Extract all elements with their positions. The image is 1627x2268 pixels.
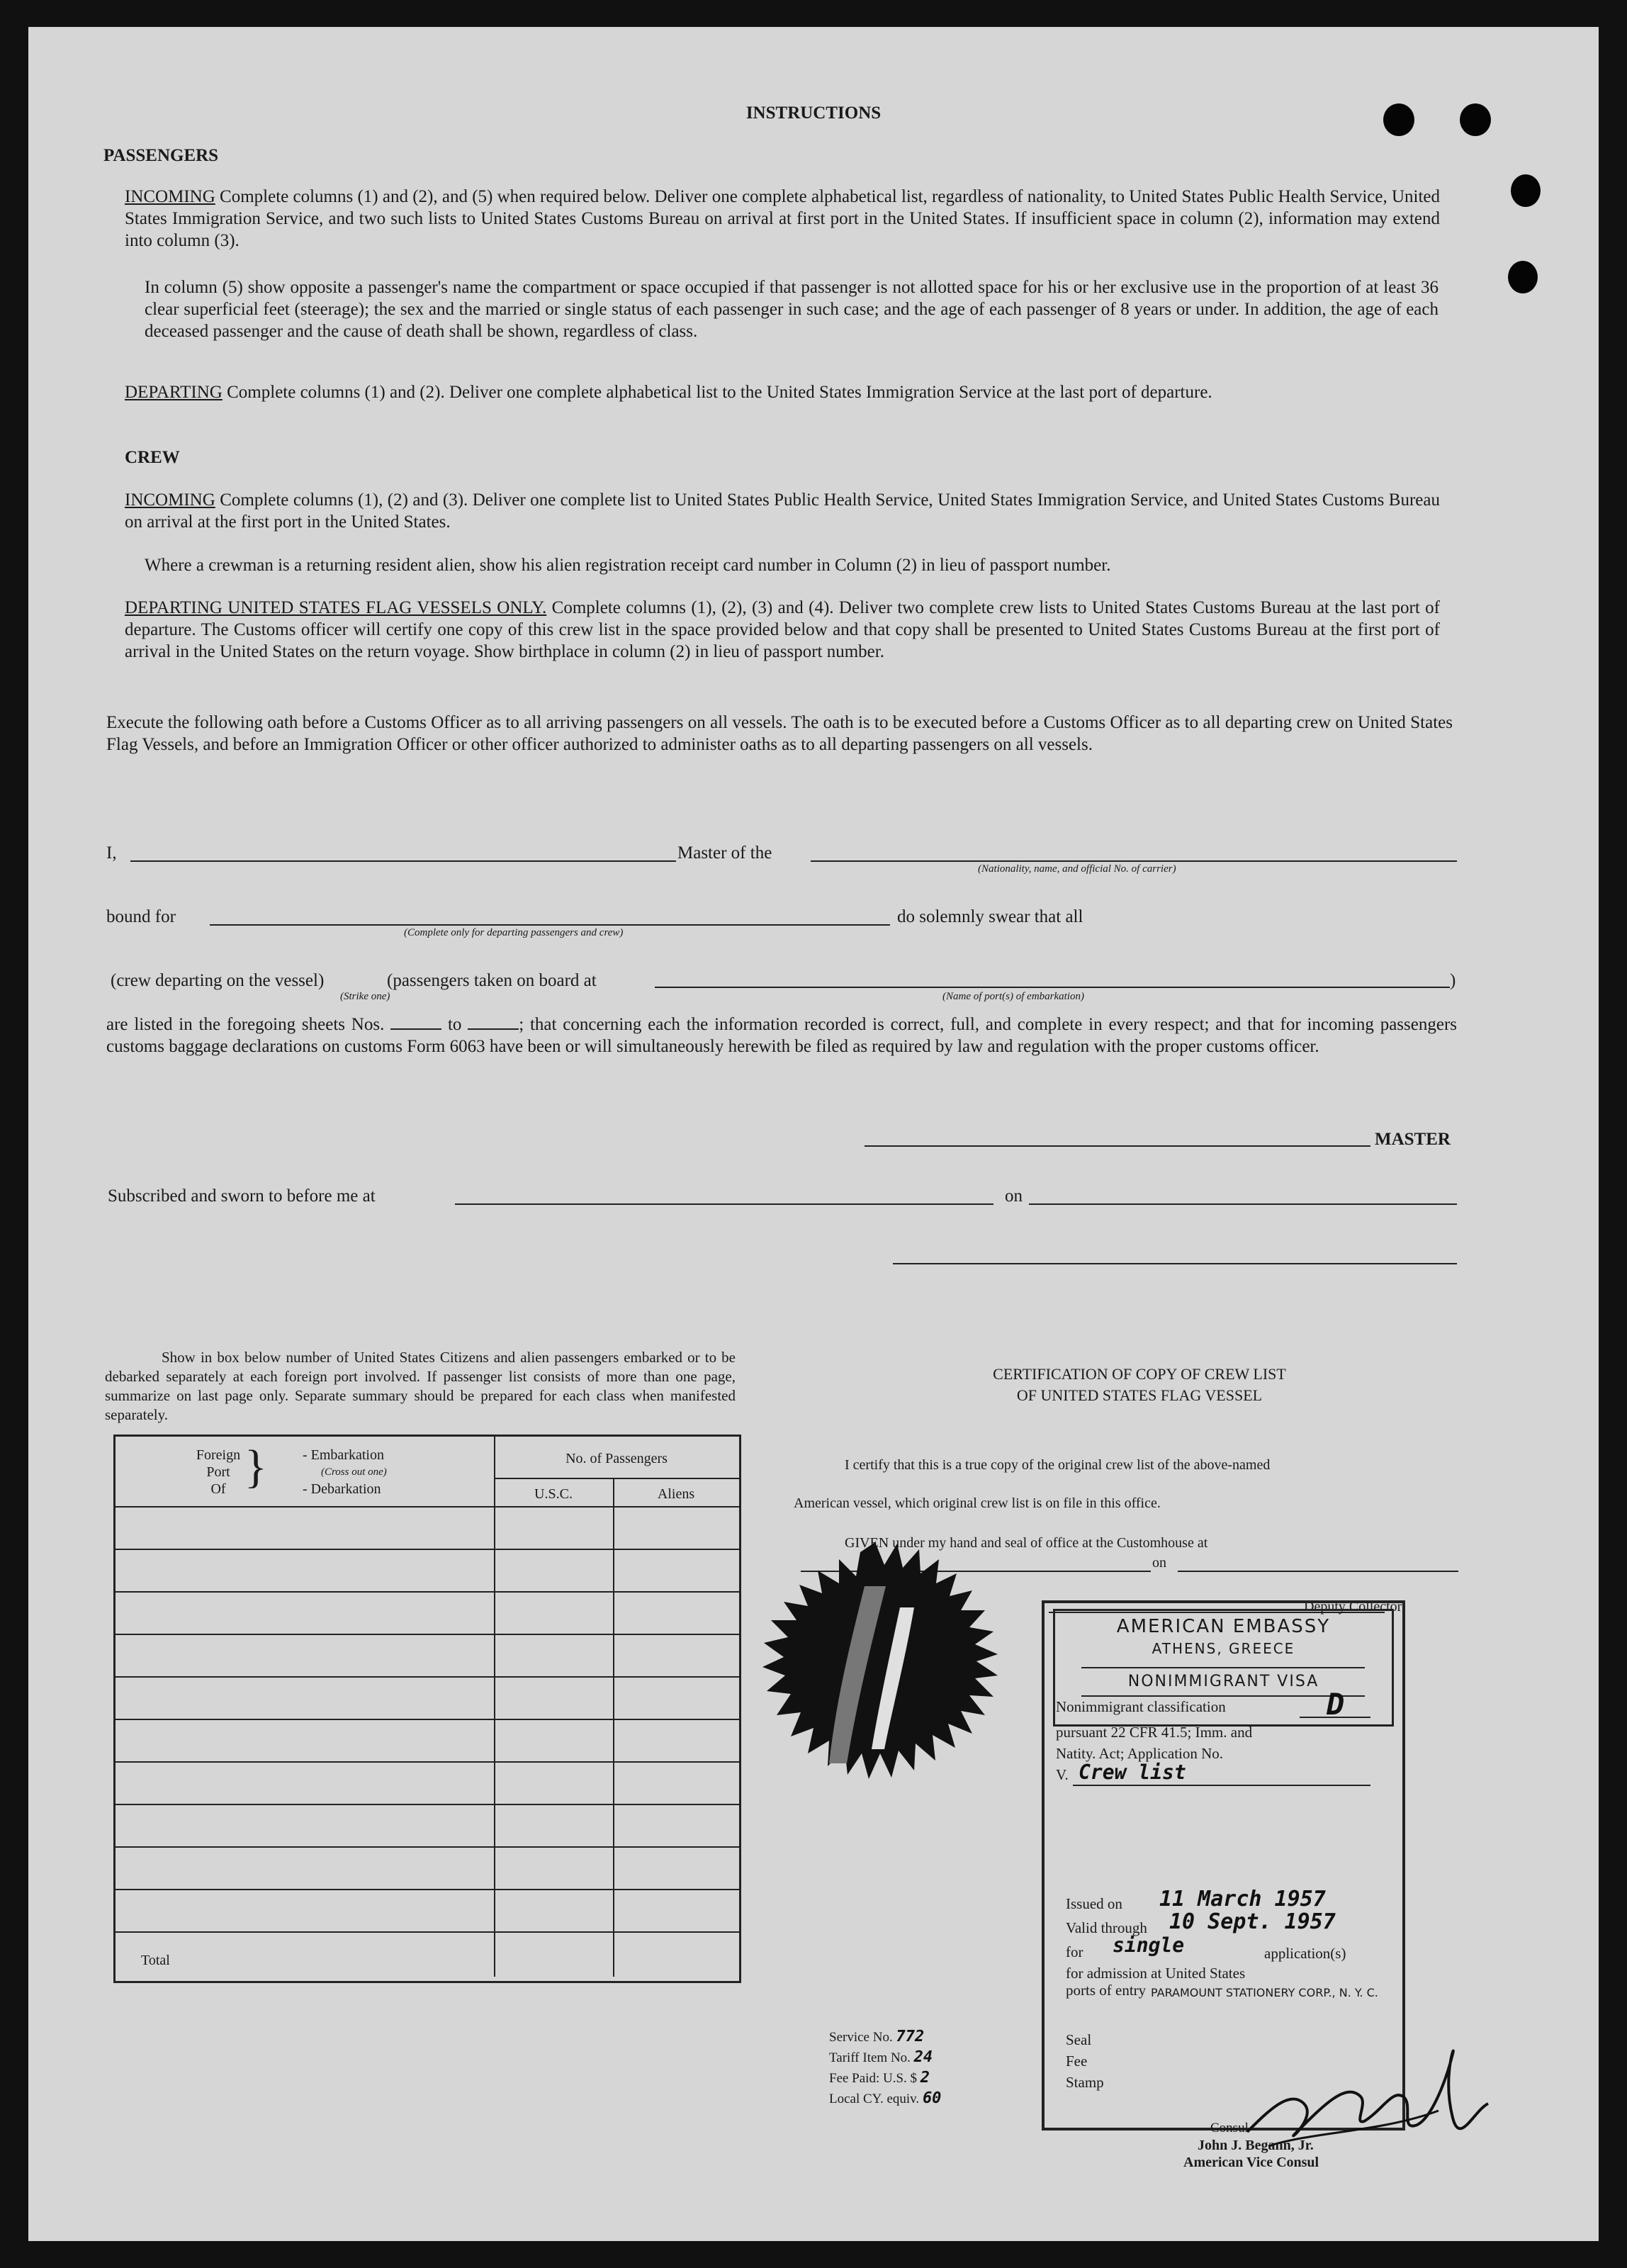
deputy-collector-label: Deputy Collector xyxy=(1304,1599,1402,1615)
stamp-stamp-label: Stamp xyxy=(1066,2074,1104,2091)
crew-incoming-text: Complete columns (1), (2) and (3). Deliver one complete list to United States Public Health Service, United States Immigration Service, and United States Customs Bureau on arrival at the first port in the United States. xyxy=(125,490,1440,532)
table-row-line xyxy=(116,1931,739,1933)
sworn-date-line xyxy=(1029,1203,1457,1205)
application-line xyxy=(1073,1785,1370,1786)
sheet-from-line xyxy=(390,1028,441,1030)
stamp-classification-value: D xyxy=(1327,1687,1345,1722)
nationality-hint: (Nationality, name, and official No. of carrier) xyxy=(978,863,1176,875)
bound-for-line xyxy=(210,924,890,926)
stamp-valid-value: 10 Sept. 1957 xyxy=(1169,1909,1336,1934)
stamp-printer: PARAMOUNT STATIONERY CORP., N. Y. C. xyxy=(1151,1986,1378,1999)
table-row-line xyxy=(116,1634,739,1635)
fee-paid-value: 2 xyxy=(920,2069,930,2087)
service-fee-block xyxy=(829,2027,941,2109)
passenger-summary-table xyxy=(113,1435,741,1983)
tariff-row xyxy=(829,2048,941,2068)
embarkation-options xyxy=(303,1447,387,1498)
local-equiv-value: 60 xyxy=(922,2089,942,2107)
complete-only-hint: (Complete only for departing passengers and crew) xyxy=(404,927,624,938)
vessel-text: American vessel, which original crew list is on file in this office. xyxy=(794,1495,1161,1511)
stamp-issued-label: Issued on xyxy=(1066,1895,1122,1912)
local-equiv-row xyxy=(829,2089,941,2109)
brace-icon: } xyxy=(244,1441,267,1493)
service-no-row xyxy=(829,2027,941,2048)
stamp-pursuant: pursuant 22 CFR 41.5; Imm. and xyxy=(1056,1724,1253,1741)
certification-heading-line1: CERTIFICATION OF COPY OF CREW LIST xyxy=(993,1365,1286,1383)
punch-hole xyxy=(1508,261,1538,293)
passengers-departing-text: Complete columns (1) and (2). Deliver one complete alphabetical list to the United States Immigration Service at the last port of departure. xyxy=(227,383,1212,402)
crew-departing-label: DEPARTING UNITED STATES FLAG VESSELS ONLY. xyxy=(125,598,547,617)
consul-name: John J. Begann, Jr. xyxy=(1198,2138,1314,2153)
subscribed-label: Subscribed and sworn to before me at xyxy=(108,1186,376,1206)
fee-paid-label: Fee Paid: U.S. $ xyxy=(829,2071,918,2086)
carrier-line xyxy=(811,860,1457,862)
stamp-issued-value: 11 March 1957 xyxy=(1159,1887,1326,1911)
table-row-line xyxy=(116,1761,739,1763)
stamp-for-label: for xyxy=(1066,1943,1083,1960)
stamp-admission: for admission at United States xyxy=(1066,1965,1246,1982)
given-date-line xyxy=(1178,1571,1458,1572)
port-embarkation-line xyxy=(655,987,1450,988)
page-title: INSTRUCTIONS xyxy=(745,103,882,123)
passengers-departing-label: DEPARTING xyxy=(125,383,223,402)
foreign-port-of-label xyxy=(193,1447,243,1498)
consul-label: Consul xyxy=(1210,2121,1249,2135)
master-name-line xyxy=(130,860,676,862)
stamp-fee-label: Fee xyxy=(1066,2053,1088,2070)
embarkation-option: - Embarkation xyxy=(303,1447,384,1463)
certify-text: I certify that this is a true copy of the original crew list of the above-named xyxy=(845,1457,1271,1473)
table-row-line xyxy=(116,1591,739,1593)
crew-heading: CREW xyxy=(125,448,180,467)
stamp-seal-label: Seal xyxy=(1066,2031,1092,2048)
strike-one-hint: (Strike one) xyxy=(340,991,390,1002)
stamp-rule xyxy=(1081,1695,1365,1697)
tariff-label: Tariff Item No. xyxy=(829,2050,911,2065)
punch-hole xyxy=(1511,174,1541,207)
passengers-incoming-paragraph xyxy=(125,186,1440,252)
foreign-label: Foreign xyxy=(196,1447,241,1463)
port-hint: (Name of port(s) of embarkation) xyxy=(942,991,1084,1002)
passengers-taken-option: (passengers taken on board at xyxy=(387,971,597,990)
table-row-line xyxy=(116,1719,739,1720)
table-divider xyxy=(494,1437,495,1977)
summary-note: Show in box below number of United States Citizens and alien passengers embarked or to be debarked separately at each foreign port involved. If passenger list consists of more than one page, summarize on last page only. Separate summary should be prepared for each class when manifested separately. xyxy=(105,1349,736,1423)
stamp-app-prefix: V. xyxy=(1056,1766,1069,1783)
crew-departing-text: Complete columns (1), (2), (3) and (4). Deliver two complete crew lists to United States Customs Bureau at the last port of departure. The Customs officer will certify one copy of this crew list in the space provided below and that copy shall be presented to United States Customs Bureau at the first port of arrival in the United States on the return voyage. Show birthplace in column (2) in lieu of passport number. xyxy=(125,598,1441,661)
stamp-ports: ports of entry xyxy=(1066,1982,1147,1999)
passengers-incoming-text: Complete columns (1) and (2), and (5) when required below. Deliver one complete alphabetical list, regardless of nationality, to United States Public Health Service, United States Immigration Service, and two such lists to United States Customs Bureau on arrival at first port in the United States. If insufficient space in column (2), information may extend into column (3). xyxy=(125,187,1441,250)
oath-intro: Execute the following oath before a Customs Officer as to all arriving passengers on all vessels. The oath is to be executed before a Customs Officer as to all departing crew on United States Flag Vessels, and before an Immigration Officer or other officer authorized to administer oaths as to all departing passengers on all vessels. xyxy=(106,713,1453,754)
officer-signature-line xyxy=(893,1263,1457,1264)
listed-paragraph xyxy=(106,1014,1457,1057)
document-page xyxy=(28,27,1599,2241)
certification-heading-line2: OF UNITED STATES FLAG VESSEL xyxy=(1016,1386,1263,1404)
table-row-line xyxy=(116,1549,739,1550)
stamp-rule xyxy=(1081,1667,1365,1668)
listed-to: to xyxy=(447,1015,462,1034)
fee-paid-row xyxy=(829,2068,941,2089)
crew-incoming-paragraph xyxy=(125,489,1440,533)
passengers-incoming-label: INCOMING xyxy=(125,187,215,206)
passengers-heading: PASSENGERS xyxy=(103,146,219,165)
usc-header: U.S.C. xyxy=(534,1486,573,1502)
stamp-natity: Natity. Act; Application No. xyxy=(1056,1745,1224,1762)
stamp-for-value: single xyxy=(1113,1933,1185,1957)
of-label: Of xyxy=(210,1481,226,1497)
no-passengers-header: No. of Passengers xyxy=(565,1451,668,1466)
stamp-visa-type: NONIMMIGRANT VISA xyxy=(1127,1673,1319,1690)
master-signature-line xyxy=(865,1145,1370,1147)
bound-for-label: bound for xyxy=(106,907,176,926)
master-label: MASTER xyxy=(1375,1130,1451,1149)
given-text: GIVEN under my hand and seal of office at the Customhouse at xyxy=(845,1535,1208,1551)
listed-text-a: are listed in the foregoing sheets Nos. xyxy=(106,1015,385,1034)
stamp-classification-label: Nonimmigrant classification xyxy=(1056,1698,1226,1715)
table-row-line xyxy=(116,1889,739,1890)
stamp-embassy: AMERICAN EMBASSY xyxy=(1116,1616,1331,1637)
crew-departing-paragraph xyxy=(125,597,1440,663)
embassy-seal-icon xyxy=(723,1537,1028,1820)
service-no-value: 772 xyxy=(896,2028,925,2045)
stamp-valid-label: Valid through xyxy=(1066,1919,1147,1936)
passengers-column5-paragraph: In column (5) show opposite a passenger's name the compartment or space occupied if that passenger is not allotted space for his or her exclusive use in the proportion of at least 36 clear superficial feet (steerage); the sex and the married or single status of each passenger in such case; and the age of each passenger of 8 years or under. In addition, the age of each deceased passenger and the cause of death shall be shown, regardless of class. xyxy=(145,278,1439,341)
close-paren: ) xyxy=(1450,971,1456,990)
crew-departing-option: (crew departing on the vessel) xyxy=(111,971,325,990)
table-divider xyxy=(613,1478,614,1977)
port-label: Port xyxy=(206,1464,230,1480)
classification-line xyxy=(1300,1717,1370,1718)
consul-title: American Vice Consul xyxy=(1183,2155,1319,2170)
table-row-line xyxy=(116,1846,739,1848)
sheet-to-line xyxy=(468,1028,519,1030)
sworn-on-label: on xyxy=(1005,1186,1023,1206)
cross-out-hint: (Cross out one) xyxy=(321,1466,387,1478)
table-row-line xyxy=(116,1506,739,1508)
tariff-value: 24 xyxy=(913,2048,933,2066)
service-no-label: Service No. xyxy=(829,2030,893,2045)
certification-heading xyxy=(891,1364,1387,1406)
total-label: Total xyxy=(141,1953,170,1968)
stamp-app-value: Crew list xyxy=(1079,1761,1186,1784)
solemnly-swear-label: do solemnly swear that all xyxy=(897,907,1083,926)
stamp-applications-label: application(s) xyxy=(1264,1945,1346,1962)
given-on-label: on xyxy=(1152,1555,1166,1571)
stamp-city: ATHENS, GREECE xyxy=(1152,1640,1295,1657)
subscribed-place-line xyxy=(455,1203,993,1205)
table-row-line xyxy=(116,1804,739,1805)
oath-i: I, xyxy=(106,843,117,863)
master-of-the-label: Master of the xyxy=(677,843,772,863)
table-row-line xyxy=(116,1676,739,1678)
aliens-header: Aliens xyxy=(657,1486,695,1502)
debarkation-option: - Debarkation xyxy=(303,1481,381,1497)
crew-incoming-label: INCOMING xyxy=(125,490,215,510)
local-equiv-label: Local CY. equiv. xyxy=(829,2092,920,2106)
crew-resident-paragraph: Where a crewman is a returning resident alien, show his alien registration receipt card number in Column (2) in lieu of passport number. xyxy=(145,556,1111,575)
passengers-departing-paragraph xyxy=(125,381,1440,403)
listed-text-b: ; that concerning each the information recorded is correct, full, and complete in every respect; and that for incoming passengers customs baggage declarations on customs Form 6063 have been or will simultaneously herewith be filed as required by law and regulation with the proper customs officer. xyxy=(106,1015,1457,1056)
table-divider xyxy=(494,1478,739,1479)
